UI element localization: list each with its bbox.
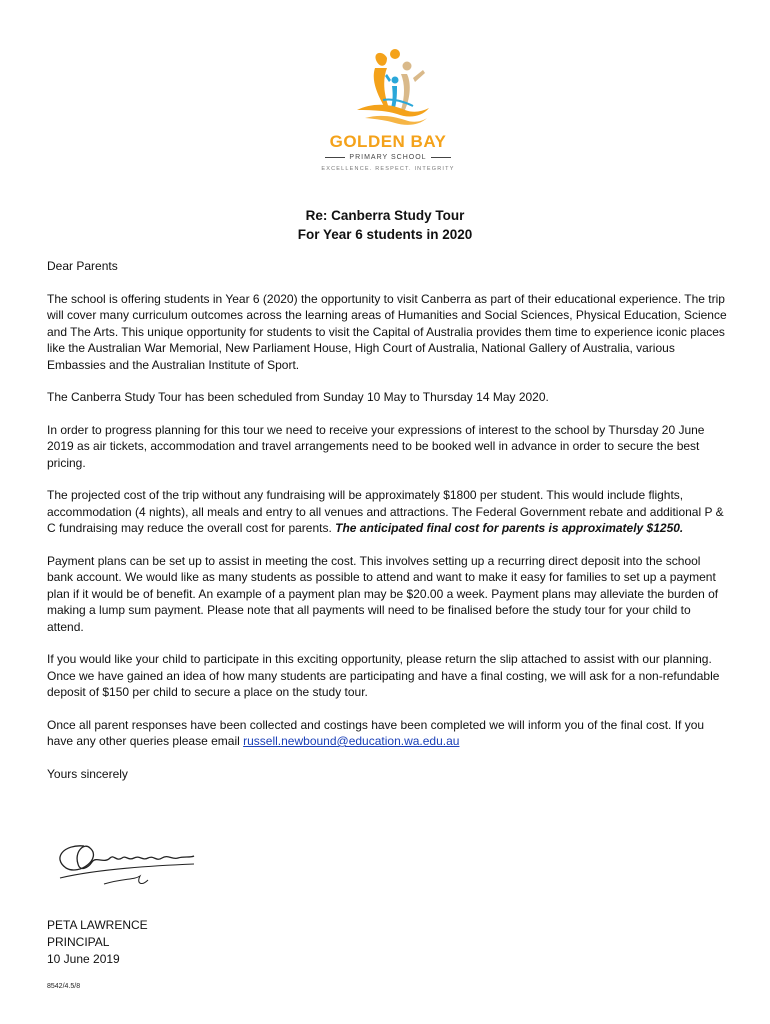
- school-logo: [318, 48, 458, 178]
- paragraph-intro: The school is offering students in Year 6 (2020) the opportunity to visit Canberra as part of their educational experience. The trip will cover many curriculum outcomes across the learning areas of Humanities and Social Sciences, Physical Education, Science and The Arts. This unique opportunity for students to visit the Capital of Australia provides them time to experience iconic places like the Australian War Memorial, New Parliament House, High Court of Australia, National Gallery of Australia, various Embassies and the Australian Institute of Sport.: [47, 291, 727, 372]
- signer-block: [47, 917, 148, 968]
- email-link[interactable]: russell.newbound@education.wa.edu.au: [243, 734, 460, 748]
- reference-number: 8542/4.5/8: [47, 983, 81, 990]
- signature-icon: [44, 828, 224, 892]
- signer-name: PETA LAWRENCE: [47, 918, 148, 932]
- letter-heading: [0, 206, 770, 244]
- paragraph-payment-plans: Payment plans can be set up to assist in meeting the cost. This involves setting up a recurring direct deposit into the school bank account. We would like as many students as possible to attend and want to make it easy for families to set up a payment plan if it would be of benefit. An example of a payment plan may be $20.00 a week. Payment plans may alleviate the burden of making a lump sum payment. Please note that all payments will need to be finalised before the study tour for your child to attend.: [47, 553, 719, 634]
- heading-line-2: For Year 6 students in 2020: [297, 227, 473, 242]
- school-name: GOLDEN BAY: [329, 132, 447, 151]
- paragraph-contact: [47, 717, 727, 750]
- closing: Yours sincerely: [47, 766, 128, 781]
- cost-emphasis: The anticipated final cost for parents is approximately $1250.: [335, 521, 684, 535]
- school-subtitle: [318, 154, 458, 161]
- signer-title: PRINCIPAL: [47, 935, 110, 949]
- paragraph-cost: [47, 487, 727, 537]
- cost-text: The projected cost of the trip without any fundraising will be approximately $1800 per student. This would include flights, accommodation (4 nights), all meals and entry to all venues and attractions. The Federal Government rebate and additional P & C fundraising may reduce the overall cost for parents.: [47, 488, 724, 535]
- school-motto: EXCELLENCE. RESPECT. INTEGRITY: [321, 166, 455, 172]
- letter-body: [47, 258, 727, 782]
- school-emblem-icon: [343, 48, 433, 130]
- paragraph-schedule: The Canberra Study Tour has been scheduled from Sunday 10 May to Thursday 14 May 2020.: [47, 390, 549, 404]
- contact-text: Once all parent responses have been collected and costings have been completed we will inform you of the final cost. If you have any other queries please email: [47, 717, 705, 748]
- paragraph-deadline: In order to progress planning for this tour we need to receive your expressions of interest to the school by Thursday 20 June 2019 as air tickets, accommodation and travel arrangements need to be booked well in advance in order to secure the best pricing.: [47, 422, 705, 470]
- letter-date: 10 June 2019: [47, 952, 120, 966]
- heading-line-1: Re: Canberra Study Tour: [305, 208, 465, 223]
- salutation: Dear Parents: [47, 259, 118, 273]
- school-subtitle-text: PRIMARY SCHOOL: [349, 154, 427, 161]
- paragraph-participation: If you would like your child to participate in this exciting opportunity, please return the slip attached to assist with our planning. Once we have gained an idea of how many students are participating and have a final costing, we will ask for a non-refundable deposit of $150 per child to secure a place on the study tour.: [47, 652, 720, 699]
